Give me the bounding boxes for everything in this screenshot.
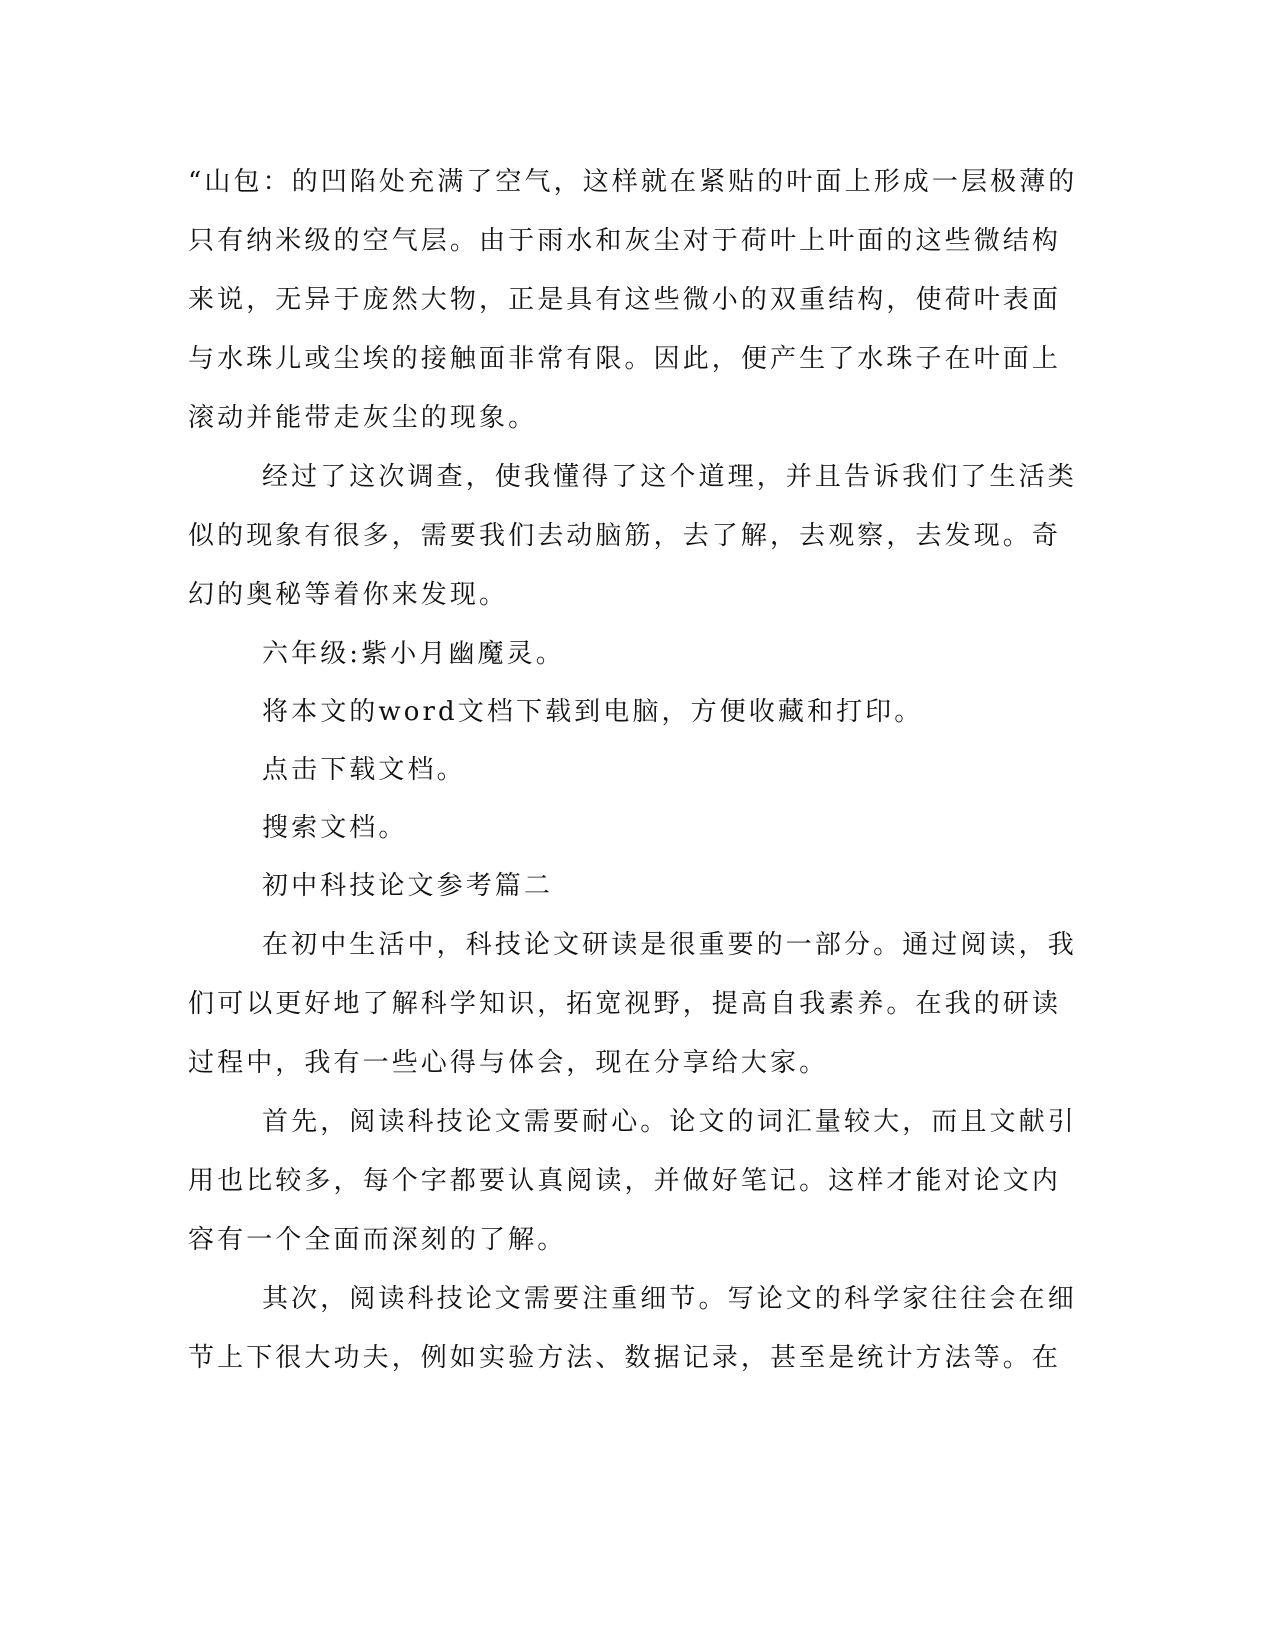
text-line: 滚动并能带走灰尘的现象。 [188, 403, 538, 433]
text-line: 节上下很大功夫，例如实验方法、数据记录，甚至是统计方法等。在 [188, 1343, 1062, 1373]
section-heading: 初中科技论文参考篇二 [262, 871, 554, 901]
text-line: 与水珠儿或尘埃的接触面非常有限。因此，便产生了水珠子在叶面上 [188, 344, 1062, 374]
text-line: 过程中，我有一些心得与体会，现在分享给大家。 [188, 1048, 829, 1078]
author-line: 六年级:紫小月幽魔灵。 [262, 639, 565, 669]
text-line: 来说，无异于庞然大物，正是具有这些微小的双重结构，使荷叶表面 [188, 285, 1062, 315]
download-document-link[interactable]: 点击下载文档。 [262, 755, 466, 785]
text-line: 容有一个全面而深刻的了解。 [188, 1225, 567, 1255]
text-line: “山包：的凹陷处充满了空气，这样就在紧贴的叶面上形成一层极薄的 [188, 167, 1078, 197]
text-line: 首先，阅读科技论文需要耐心。论文的词汇量较大，而且文献引 [262, 1107, 1077, 1137]
text-line: 们可以更好地了解科学知识，拓宽视野，提高自我素养。在我的研读 [188, 989, 1062, 1019]
text-line: 用也比较多，每个字都要认真阅读，并做好笔记。这样才能对论文内 [188, 1166, 1062, 1196]
search-document-link[interactable]: 搜索文档。 [262, 813, 408, 843]
text-line: 经过了这次调查，使我懂得了这个道理，并且告诉我们了生活类 [262, 462, 1077, 492]
text-line: 其次，阅读科技论文需要注重细节。写论文的科学家往往会在细 [262, 1284, 1077, 1314]
text-line: 似的现象有很多，需要我们去动脑筋，去了解，去观察，去发现。奇 [188, 521, 1062, 551]
text-line: 在初中生活中，科技论文研读是很重要的一部分。通过阅读，我 [262, 930, 1077, 960]
download-note: 将本文的word文档下载到电脑，方便收藏和打印。 [262, 697, 924, 727]
text-line: 幻的奥秘等着你来发现。 [188, 580, 509, 610]
text-line: 只有纳米级的空气层。由于雨水和灰尘对于荷叶上叶面的这些微结构 [188, 226, 1062, 256]
